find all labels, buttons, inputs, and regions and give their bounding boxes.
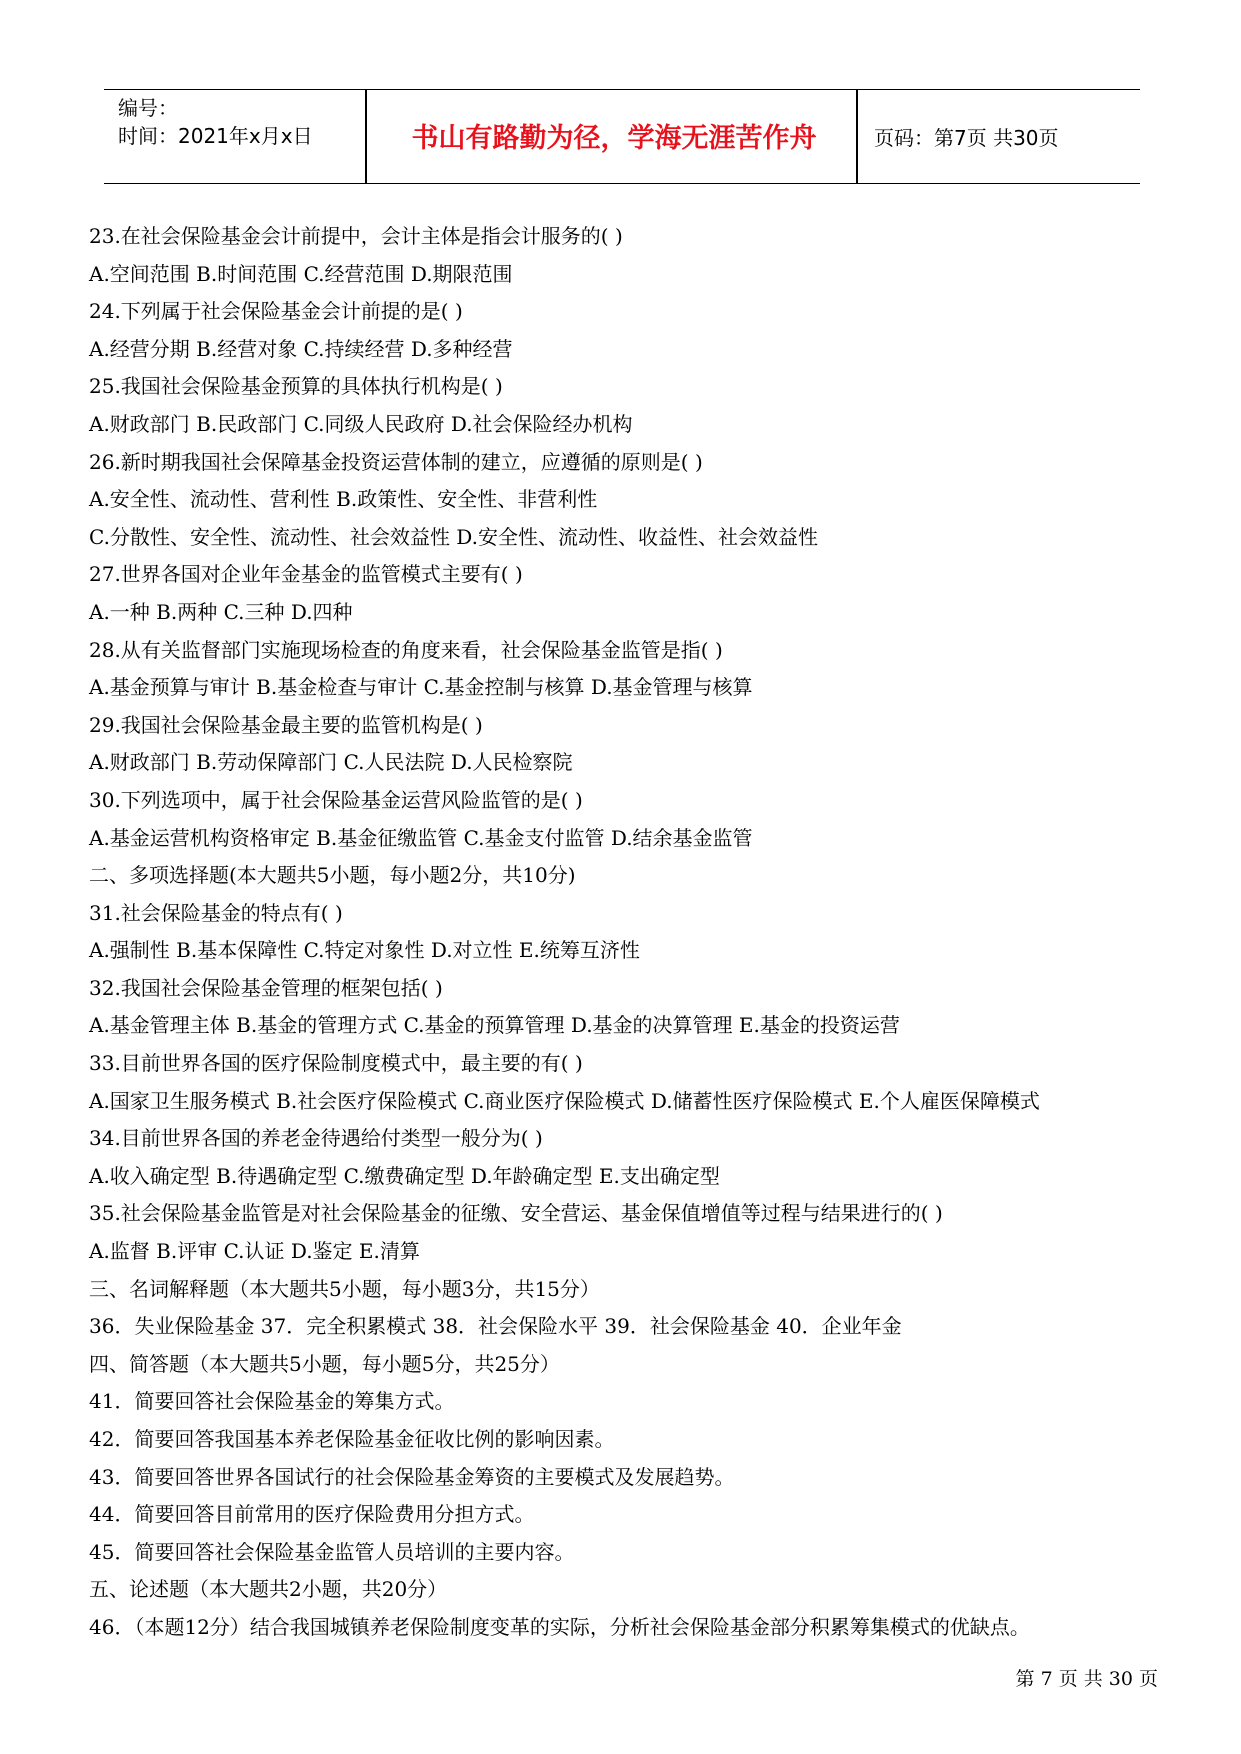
- text-line: A.监督 B.评审 C.认证 D.鉴定 E.清算: [89, 1239, 420, 1264]
- text-line: 33.目前世界各国的医疗保险制度模式中，最主要的有( ): [89, 1051, 583, 1076]
- text-line: 28.从有关监督部门实施现场检查的角度来看，社会保险基金监管是指( ): [89, 637, 723, 662]
- page-footer: 第 7 页 共 30 页: [1015, 1668, 1158, 1690]
- text-line: A.国家卫生服务模式 B.社会医疗保险模式 C.商业医疗保险模式 D.储蓄性医疗保险模式 E.个人雇医保障模式: [89, 1088, 1040, 1113]
- text-line: 32.我国社会保险基金管理的框架包括( ): [89, 975, 443, 1000]
- text-line: A.财政部门 B.劳动保障部门 C.人民法院 D.人民检察院: [89, 750, 573, 775]
- page-header: [104, 89, 1140, 184]
- text-line: A.财政部门 B.民政部门 C.同级人民政府 D.社会保险经办机构: [89, 411, 633, 436]
- text-line: 三、名词解释题（本大题共5小题，每小题3分，共15分）: [89, 1276, 600, 1301]
- text-line: A.收入确定型 B.待遇确定型 C.缴费确定型 D.年龄确定型 E.支出确定型: [89, 1163, 720, 1188]
- text-line: 25.我国社会保险基金预算的具体执行机构是( ): [89, 374, 503, 399]
- text-line: 30.下列选项中，属于社会保险基金运营风险监管的是( ): [89, 787, 583, 812]
- text-line: C.分散性、安全性、流动性、社会效益性 D.安全性、流动性、收益性、社会效益性: [89, 524, 818, 549]
- header-divider-left: [365, 90, 367, 183]
- text-line: 46．（本题12分）结合我国城镇养老保险制度变革的实际，分析社会保险基金部分积累筹集模式的优缺点。: [89, 1614, 1030, 1639]
- text-line: 45．简要回答社会保险基金监管人员培训的主要内容。: [89, 1539, 575, 1564]
- text-line: A.经营分期 B.经营对象 C.持续经营 D.多种经营: [89, 336, 513, 361]
- text-line: A.空间范围 B.时间范围 C.经营范围 D.期限范围: [89, 261, 513, 286]
- serial-label: 编号：: [118, 96, 178, 120]
- text-line: A.一种 B.两种 C.三种 D.四种: [89, 599, 353, 624]
- text-line: A.强制性 B.基本保障性 C.特定对象性 D.对立性 E.统筹互济性: [89, 938, 640, 963]
- text-line: 27.世界各国对企业年金基金的监管模式主要有( ): [89, 562, 523, 587]
- text-line: 23.在社会保险基金会计前提中，会计主体是指会计服务的( ): [89, 224, 623, 248]
- text-line: A.基金管理主体 B.基金的管理方式 C.基金的预算管理 D.基金的决算管理 E.基金的投资运营: [89, 1013, 900, 1038]
- text-line: 34.目前世界各国的养老金待遇给付类型一般分为( ): [89, 1126, 543, 1151]
- text-line: 43．简要回答世界各国试行的社会保险基金筹资的主要模式及发展趋势。: [89, 1464, 735, 1489]
- header-left-cell: [118, 94, 358, 150]
- text-line: A.基金运营机构资格审定 B.基金征缴监管 C.基金支付监管 D.结余基金监管: [89, 825, 753, 850]
- exam-content: [89, 218, 1159, 1647]
- text-line: 36．失业保险基金 37．完全积累模式 38．社会保险水平 39．社会保险基金 40．企业年金: [89, 1314, 902, 1339]
- header-motto: 书山有路勤为径，学海无涯苦作舟: [411, 123, 817, 154]
- text-line: 五、论述题（本大题共2小题，共20分）: [89, 1577, 448, 1602]
- text-line: 四、简答题（本大题共5小题，每小题5分，共25分）: [89, 1351, 560, 1376]
- text-line: 44．简要回答目前常用的医疗保险费用分担方式。: [89, 1502, 535, 1527]
- header-divider-right: [856, 90, 858, 183]
- text-line: 26.新时期我国社会保障基金投资运营体制的建立，应遵循的原则是( ): [89, 449, 703, 474]
- text-line: 24.下列属于社会保险基金会计前提的是( ): [89, 299, 463, 324]
- text-line: 35.社会保险基金监管是对社会保险基金的征缴、安全营运、基金保值增值等过程与结果进行的( ): [89, 1201, 943, 1226]
- header-page-info: 页码：第7页 共30页: [874, 126, 1059, 150]
- text-line: 二、多项选择题(本大题共5小题，每小题2分，共10分): [89, 863, 576, 888]
- time-label: 时间：2021年x月x日: [118, 124, 313, 148]
- text-line: 41．简要回答社会保险基金的筹集方式。: [89, 1389, 455, 1414]
- text-line: A.安全性、流动性、营利性 B.政策性、安全性、非营利性: [89, 487, 598, 512]
- text-line: 31.社会保险基金的特点有( ): [89, 900, 343, 925]
- text-line: 42．简要回答我国基本养老保险基金征收比例的影响因素。: [89, 1427, 615, 1451]
- text-line: 29.我国社会保险基金最主要的监管机构是( ): [89, 712, 483, 737]
- text-line: A.基金预算与审计 B.基金检查与审计 C.基金控制与核算 D.基金管理与核算: [89, 675, 753, 700]
